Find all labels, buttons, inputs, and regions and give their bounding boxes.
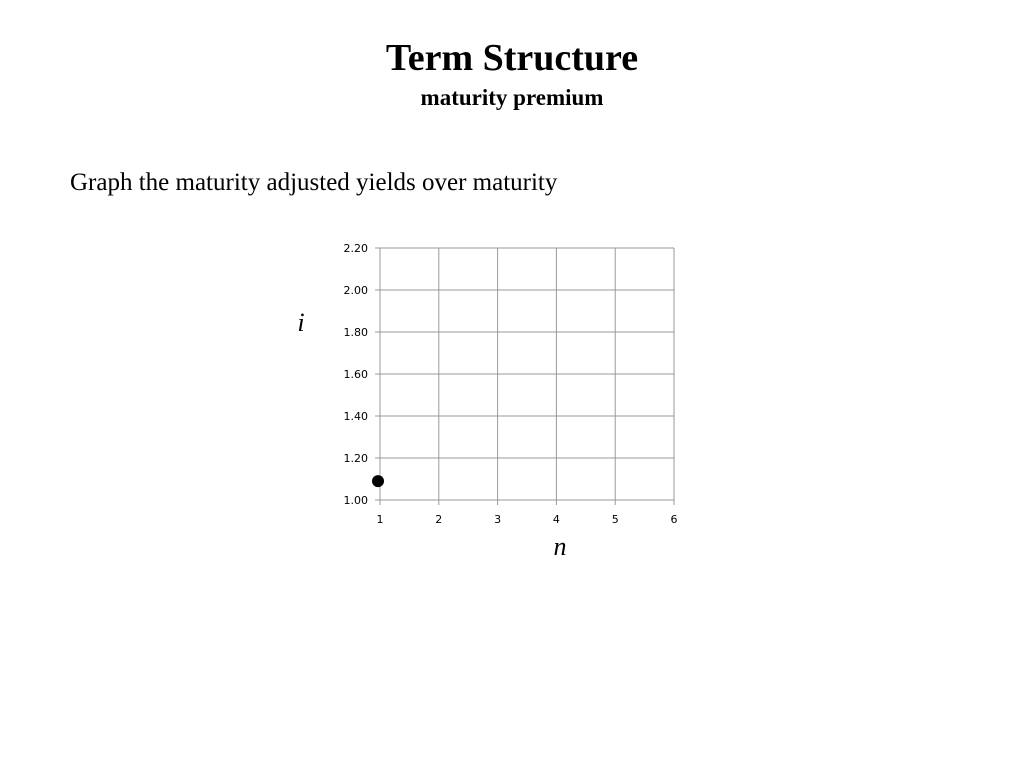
y-tick-label: 1.60 — [343, 368, 368, 381]
instruction-text: Graph the maturity adjusted yields over maturity — [70, 169, 558, 196]
y-tick-label: 1.80 — [343, 326, 368, 339]
x-tick-label: 2 — [435, 513, 443, 526]
x-tick-label: 4 — [552, 513, 560, 526]
slide-title: Term Structure — [385, 37, 639, 79]
y-tick-label: 1.00 — [343, 494, 368, 507]
y-tick-label: 2.20 — [343, 242, 368, 255]
x-tick-label: 3 — [494, 513, 502, 526]
x-tick-labels — [377, 513, 678, 526]
y-tick-label: 2.00 — [343, 284, 368, 297]
data-point — [372, 475, 384, 487]
slide-subtitle: maturity premium — [420, 85, 604, 110]
x-tick-label: 5 — [611, 513, 619, 526]
data-points — [372, 475, 384, 487]
chart-grid — [375, 248, 674, 505]
x-tick-label: 1 — [376, 513, 384, 526]
y-tick-label: 1.40 — [343, 410, 368, 423]
x-axis-label: n — [553, 532, 567, 561]
y-tick-label: 1.20 — [343, 452, 368, 465]
y-axis-label: i — [297, 308, 305, 337]
x-tick-label: 6 — [670, 513, 678, 526]
y-tick-labels — [344, 242, 369, 507]
